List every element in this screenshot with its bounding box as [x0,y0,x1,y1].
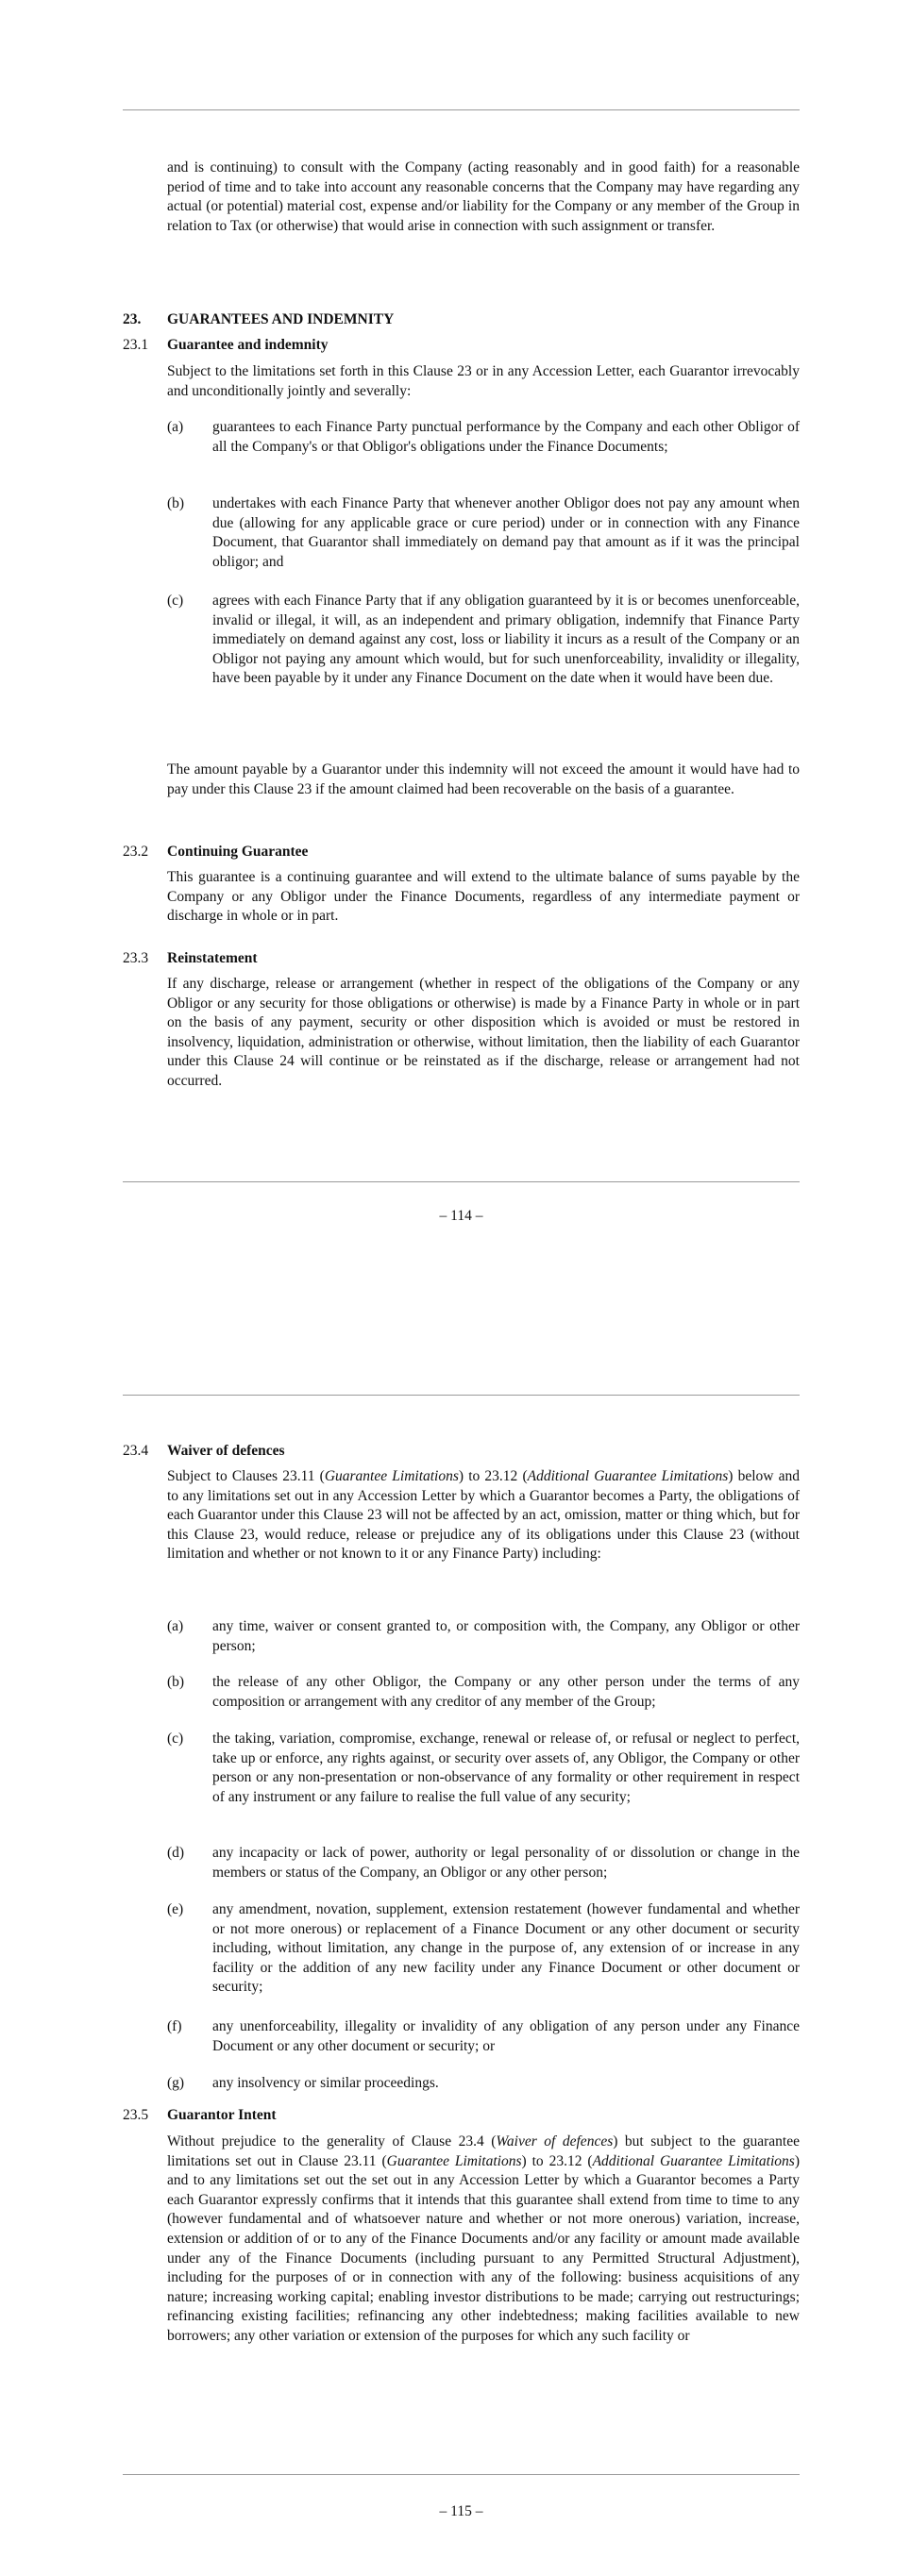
carryover-paragraph: and is continuing) to consult with the Company (acting reasonably and in good faith) for a reasonable period of time and to take into account any reasonable concerns that the Company may have regarding any actual (or potential) material cost, expense and/or liability for the Company or any member of the Group in relation to Tax (or otherwise) that would arise in connection with such assignment or transfer. [167,159,800,234]
section-23-2-heading [123,843,800,861]
footer-rule [123,2474,800,2475]
list-item [167,1673,800,1712]
list-item-label: (e) [167,1901,184,1917]
footer-rule [123,1181,800,1182]
list-item-text: any insolvency or similar proceedings. [212,2075,439,2091]
list-item-text: any amendment, novation, supplement, extension restatement (however fundamental and whether or not more onerous) or replacement of a Finance Document or any other document or security including, without limitation, any change in the purpose of, any extension of or increase in any facility or the addition of any new facility under any Finance Document or other document or security; [212,1901,800,1996]
section-number: 23.3 [123,950,149,966]
list-item [167,494,800,572]
list-item-text: any time, waiver or consent granted to, or composition with, the Company, any Obligor or other person; [212,1618,800,1654]
section-23-1-closing: The amount payable by a Guarantor under this indemnity will not exceed the amount it would have had to pay under this Clause 23 if the amount claimed had been recoverable on the basis of a guarantee. [167,761,800,797]
list-item-label: (a) [167,1618,184,1634]
list-item [167,592,800,689]
section-23-3-heading [123,949,800,968]
list-item-label: (a) [167,419,184,435]
header-rule [123,1395,800,1396]
list-item-label: (b) [167,495,185,511]
list-item-text: the release of any other Obligor, the Company or any other person under the terms of any composition or arrangement with any creditor of any member of the Group; [212,1674,800,1710]
section-23-1-heading [123,336,800,355]
section-23-5-heading [123,2106,800,2125]
list-item [167,2017,800,2056]
section-title: Guarantee and indemnity [167,337,329,353]
list-item-label: (d) [167,1845,185,1861]
section-number: 23.2 [123,844,149,860]
list-item-text: any unenforceability, illegality or invalidity of any obligation of any person under any Finance Document or any other document or security; or [212,2018,800,2054]
list-item-label: (b) [167,1674,185,1690]
section-23-3-text: If any discharge, release or arrangement (whether in respect of the obligations of the Company or any Obligor or any security for those obligations or otherwise) is made by a Finance Party in whole or in part on the basis of any payment, security or other disposition which is avoided or must be restored in insolvency, liquidation, administration or otherwise, without limitation, then the liability of each Guarantor under this Clause 24 will continue or be reinstated as if the discharge, release or arrangement had not occurred. [167,976,800,1089]
list-item [167,1844,800,1882]
header-rule [123,109,800,110]
list-item [167,1617,800,1656]
clause-23-heading [123,310,800,329]
section-title: Waiver of defences [167,1443,285,1459]
section-title: Guarantor Intent [167,2107,277,2123]
list-item [167,418,800,457]
list-item [167,2074,800,2094]
section-23-2-text: This guarantee is a continuing guarantee and will extend to the ultimate balance of sums payable by the Company or any Obligor under the Finance Documents, regardless of any intermediate payment or discharge in whole or in part. [167,869,800,925]
list-item [167,1900,800,1998]
page-number: – 114 – [439,1208,483,1224]
section-23-5-text: Without prejudice to the generality of Clause 23.4 (Waiver of defences) but subject to the guarantee limitations set out in Clause 23.11 (Guarantee Limitations) to 23.12 (Additional Guarantee Limitations) and to any limitations set out the set out in any Accession Letter by which a Guarantor becomes a Party each Guarantor expressly confirms that it intends that this guarantee shall extend from time to time to any (however fundamental and of whatsoever nature and whether or not more onerous) variation, increase, extension or addition of or to any of the Finance Documents and/or any facility or amount made available under any of the Finance Documents (including pursuant to any Permitted Structural Adjustment), including for the purposes of or in connection with any of the following: business acquisitions of any nature; increasing working capital; enabling investor distributions to be made; carrying out restructurings; refinancing existing facilities; refinancing any other indebtedness; making facilities available to new borrowers; any other variation or extension of the purposes for which any such facility or [167,2133,800,2344]
clause-title: GUARANTEES AND INDEMNITY [167,311,395,327]
section-number: 23.4 [123,1443,149,1459]
list-item-text: guarantees to each Finance Party punctual performance by the Company and each other Obligor of all the Company's or that Obligor's obligations under the Finance Documents; [212,419,800,455]
section-number: 23.1 [123,337,149,353]
section-23-4-heading [123,1442,800,1461]
section-23-4-intro: Subject to Clauses 23.11 (Guarantee Limitations) to 23.12 (Additional Guarantee Limitations) below and to any limitations set out in any Accession Letter by which a Guarantor becomes a Party, the obligations of each Guarantor under this Clause 23 will not be affected by an act, omission, matter or thing which, but for this Clause 23, would reduce, release or prejudice any of its obligations under this Clause 23 (without limitation and whether or not known to it or any Finance Party) including: [167,1468,800,1563]
list-item-label: (g) [167,2075,185,2091]
list-item-text: agrees with each Finance Party that if any obligation guaranteed by it is or becomes unenforceable, invalid or illegal, it will, as an independent and primary obligation, indemnify that Finance Party immediately on demand against any cost, loss or liability it incurs as a result of the Company or an Obligor not paying any amount which would, but for such unenforceability, invalidity or illegality, have been payable by it under any Finance Document on the date when it would have been due. [212,593,800,687]
section-number: 23.5 [123,2107,149,2123]
section-title: Continuing Guarantee [167,844,309,860]
list-item-label: (f) [167,2018,182,2034]
list-item-text: the taking, variation, compromise, exchange, renewal or release of, or refusal or neglect to perfect, take up or enforce, any rights against, or security over assets of, any Obligor, the Company or other person or any non-presentation or non-observance of any formality or other requirement in respect of any instrument or any failure to realise the full value of any security; [212,1731,800,1805]
clause-number: 23. [123,311,142,327]
page-number: – 115 – [439,2503,483,2519]
list-item-text: any incapacity or lack of power, authority or legal personality of or dissolution or change in the members or status of the Company, an Obligor or any other person; [212,1845,800,1881]
section-title: Reinstatement [167,950,258,966]
section-23-1-intro: Subject to the limitations set forth in this Clause 23 or in any Accession Letter, each Guarantor irrevocably and unconditionally jointly and severally: [167,363,800,399]
list-item-label: (c) [167,593,184,609]
list-item [167,1730,800,1807]
list-item-label: (c) [167,1731,184,1747]
list-item-text: undertakes with each Finance Party that whenever another Obligor does not pay any amount when due (allowing for any applicable grace or cure period) under or in connection with any Finance Document, that Guarantor shall immediately on demand pay that amount as if it was the principal obligor; and [212,495,800,570]
